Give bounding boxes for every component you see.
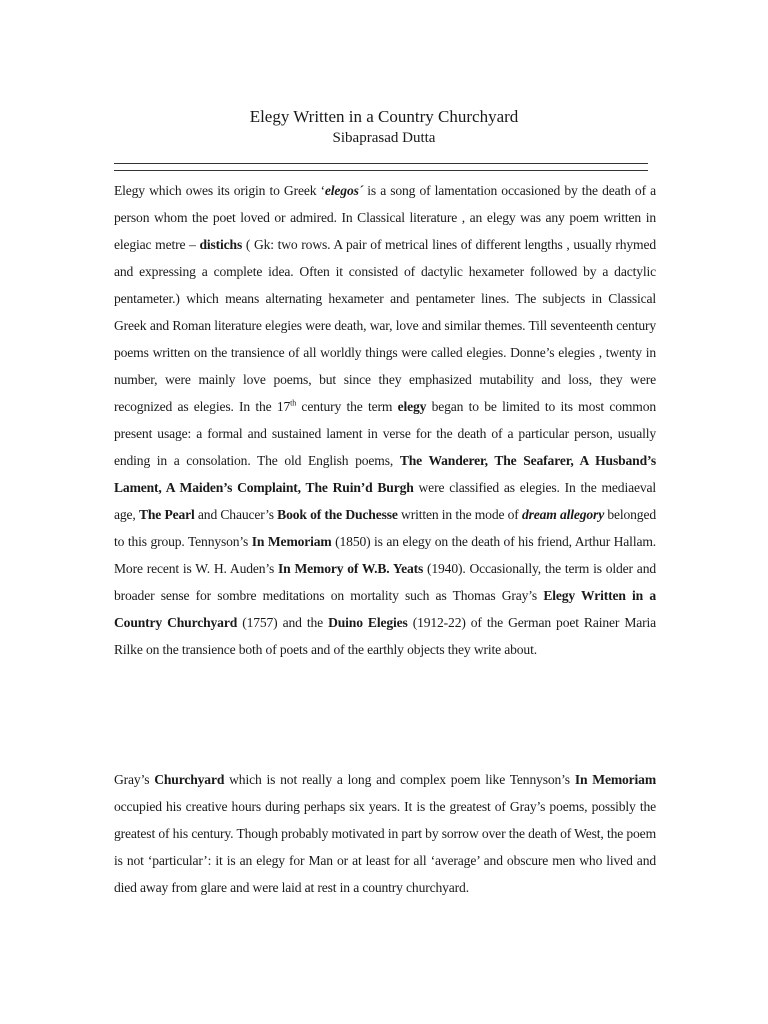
term-elegos: elegos´ (324, 183, 364, 198)
work-book-of-the-duchesse: Book of the Duchesse (277, 507, 398, 522)
work-in-memory-of-yeats: In Memory of W.B. Yeats (278, 561, 424, 576)
text-run: is a song of lamentation occasioned by the death of a person whom the poet loved or admired. In Classical literature , an elegy was any poem written in elegiac metre – (114, 183, 656, 252)
text-run: century the term (296, 399, 398, 414)
text-run: Elegy which owes its origin to Greek ‘ (114, 183, 325, 198)
term-elegy: elegy (397, 399, 427, 414)
text-run: (1757) and the (237, 615, 329, 630)
work-elegy-country-churchyard: Elegy Written in a Country Churchyard (114, 588, 656, 630)
author-name: Sibaprasad Dutta (332, 130, 436, 146)
text-run: occupied his creative hours during perhaps six years. It is the greatest of Gray’s poems, possibly the greatest of his century. Though probably motivated in part by sorrow over the death of West, the poem is not ‘particular’: it is an elegy for Man or at least for all ‘average’ and obscure men who lived and died away from glare and were laid at rest in a country churchyard. (114, 799, 656, 895)
old-english-poems: The Wanderer, The Seafarer, A Husband’s Lament, A Maiden’s Complaint, The Ruin’d Burgh (114, 453, 656, 495)
text-run: belonged to this group. Tennyson’s (114, 507, 656, 549)
term-dream-allegory: dream allegory (521, 507, 605, 522)
text-run: (1850) is an elegy on the death of his friend, Arthur Hallam. More recent is W. H. Auden’s (114, 534, 656, 576)
text-run: began to be limited to its most common present usage: a formal and sustained lament in verse for the death of a particular person, usually ending in a consolation. The old English poems, (114, 399, 656, 468)
work-churchyard: Churchyard (154, 772, 225, 787)
text-run: (1940). Occasionally, the term is older and broader sense for sombre meditations on mortality such as Thomas Gray’s (114, 561, 656, 603)
work-the-pearl: The Pearl (138, 507, 195, 522)
text-run: ( Gk: two rows. A pair of metrical lines of different lengths , usually rhymed and expressing a complete idea. Often it consisted of dactylic hexameter followed by a dactylic pentameter.) which means alternating hexameter and pentameter lines. The subjects in Classical Greek and Roman literature elegies were death, war, love and similar themes. Till seventeenth century poems written on the transience of all worldly things were called elegies. Donne’s elegies , twenty in number, were mainly love poems, but since they emphasized mutability and loss, they were recognized as elegies. In the 17 (114, 237, 656, 414)
text-run: (1912-22) of the German poet Rainer Maria Rilke on the transience both of poets and of the earthly objects they write about. (114, 615, 657, 657)
work-in-memoriam: In Memoriam (251, 534, 332, 549)
ordinal-suffix: th (290, 398, 297, 408)
document-title: Elegy Written in a Country Churchyard (249, 107, 519, 126)
text-run: which is not really a long and complex poem like Tennyson’s (224, 772, 575, 787)
text-run: and Chaucer’s (194, 507, 278, 522)
text-run: Gray’s (114, 772, 155, 787)
text-run: were classified as elegies. In the mediaeval age, (114, 480, 656, 522)
work-in-memoriam: In Memoriam (574, 772, 656, 787)
work-duino-elegies: Duino Elegies (328, 615, 408, 630)
text-run: written in the mode of (397, 507, 522, 522)
body-paragraph (114, 766, 656, 901)
body-paragraph (114, 177, 656, 663)
separator-rule (114, 163, 648, 171)
term-distichs: distichs (199, 237, 243, 252)
